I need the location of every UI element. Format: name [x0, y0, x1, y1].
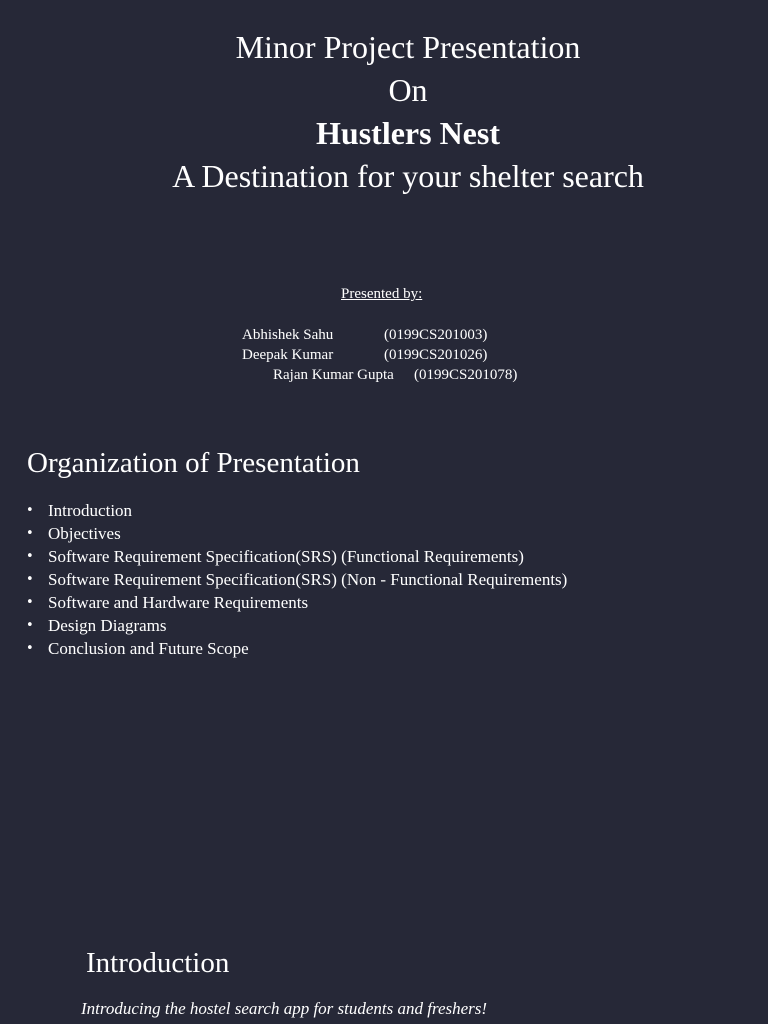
- bullet-icon: •: [26, 641, 34, 656]
- list-item: [26, 591, 567, 614]
- presenter-name: Deepak Kumar: [242, 347, 334, 363]
- presenter-id: (0199CS201078): [414, 367, 518, 383]
- list-item: [26, 614, 567, 637]
- list-item-label: Software Requirement Specification(SRS) (Non - Functional Requirements): [48, 570, 568, 589]
- project-name: Hustlers Nest: [316, 115, 500, 151]
- list-item-label: Introduction: [48, 501, 133, 520]
- title-line-1: Minor Project Presentation: [235, 29, 581, 65]
- list-item-label: Software and Hardware Requirements: [48, 593, 309, 612]
- bullet-icon: •: [26, 618, 34, 633]
- list-item: [26, 568, 567, 591]
- introduction-heading: Introduction: [86, 947, 230, 979]
- presenter-name: Abhishek Sahu: [242, 327, 334, 343]
- introduction-subtitle: Introducing the hostel search app for students and freshers!: [81, 999, 488, 1018]
- presenter-row: [273, 365, 517, 385]
- organization-heading: Organization of Presentation: [27, 447, 360, 479]
- project-tagline: A Destination for your shelter search: [172, 158, 644, 194]
- presenter-id: (0199CS201003): [384, 327, 488, 343]
- list-item: [26, 499, 567, 522]
- title-line-2: On: [388, 72, 428, 108]
- bullet-icon: •: [26, 572, 34, 587]
- bullet-icon: •: [26, 526, 34, 541]
- title-block: [0, 26, 768, 198]
- list-item: [26, 637, 567, 660]
- list-item-label: Objectives: [48, 524, 121, 543]
- list-item-label: Conclusion and Future Scope: [48, 639, 249, 658]
- presented-by-label: Presented by:: [341, 286, 423, 302]
- list-item: [26, 522, 567, 545]
- bullet-icon: •: [26, 503, 34, 518]
- list-item: [26, 545, 567, 568]
- presenter-id: (0199CS201026): [384, 347, 488, 363]
- list-item-label: Design Diagrams: [48, 616, 167, 635]
- presenter-name: Rajan Kumar Gupta: [273, 367, 394, 383]
- bullet-icon: •: [26, 595, 34, 610]
- presenter-row: [242, 325, 487, 345]
- list-item-label: Software Requirement Specification(SRS) (Functional Requirements): [48, 547, 524, 566]
- bullet-icon: •: [26, 549, 34, 564]
- organization-list: [26, 499, 567, 660]
- presenter-row: [242, 345, 487, 365]
